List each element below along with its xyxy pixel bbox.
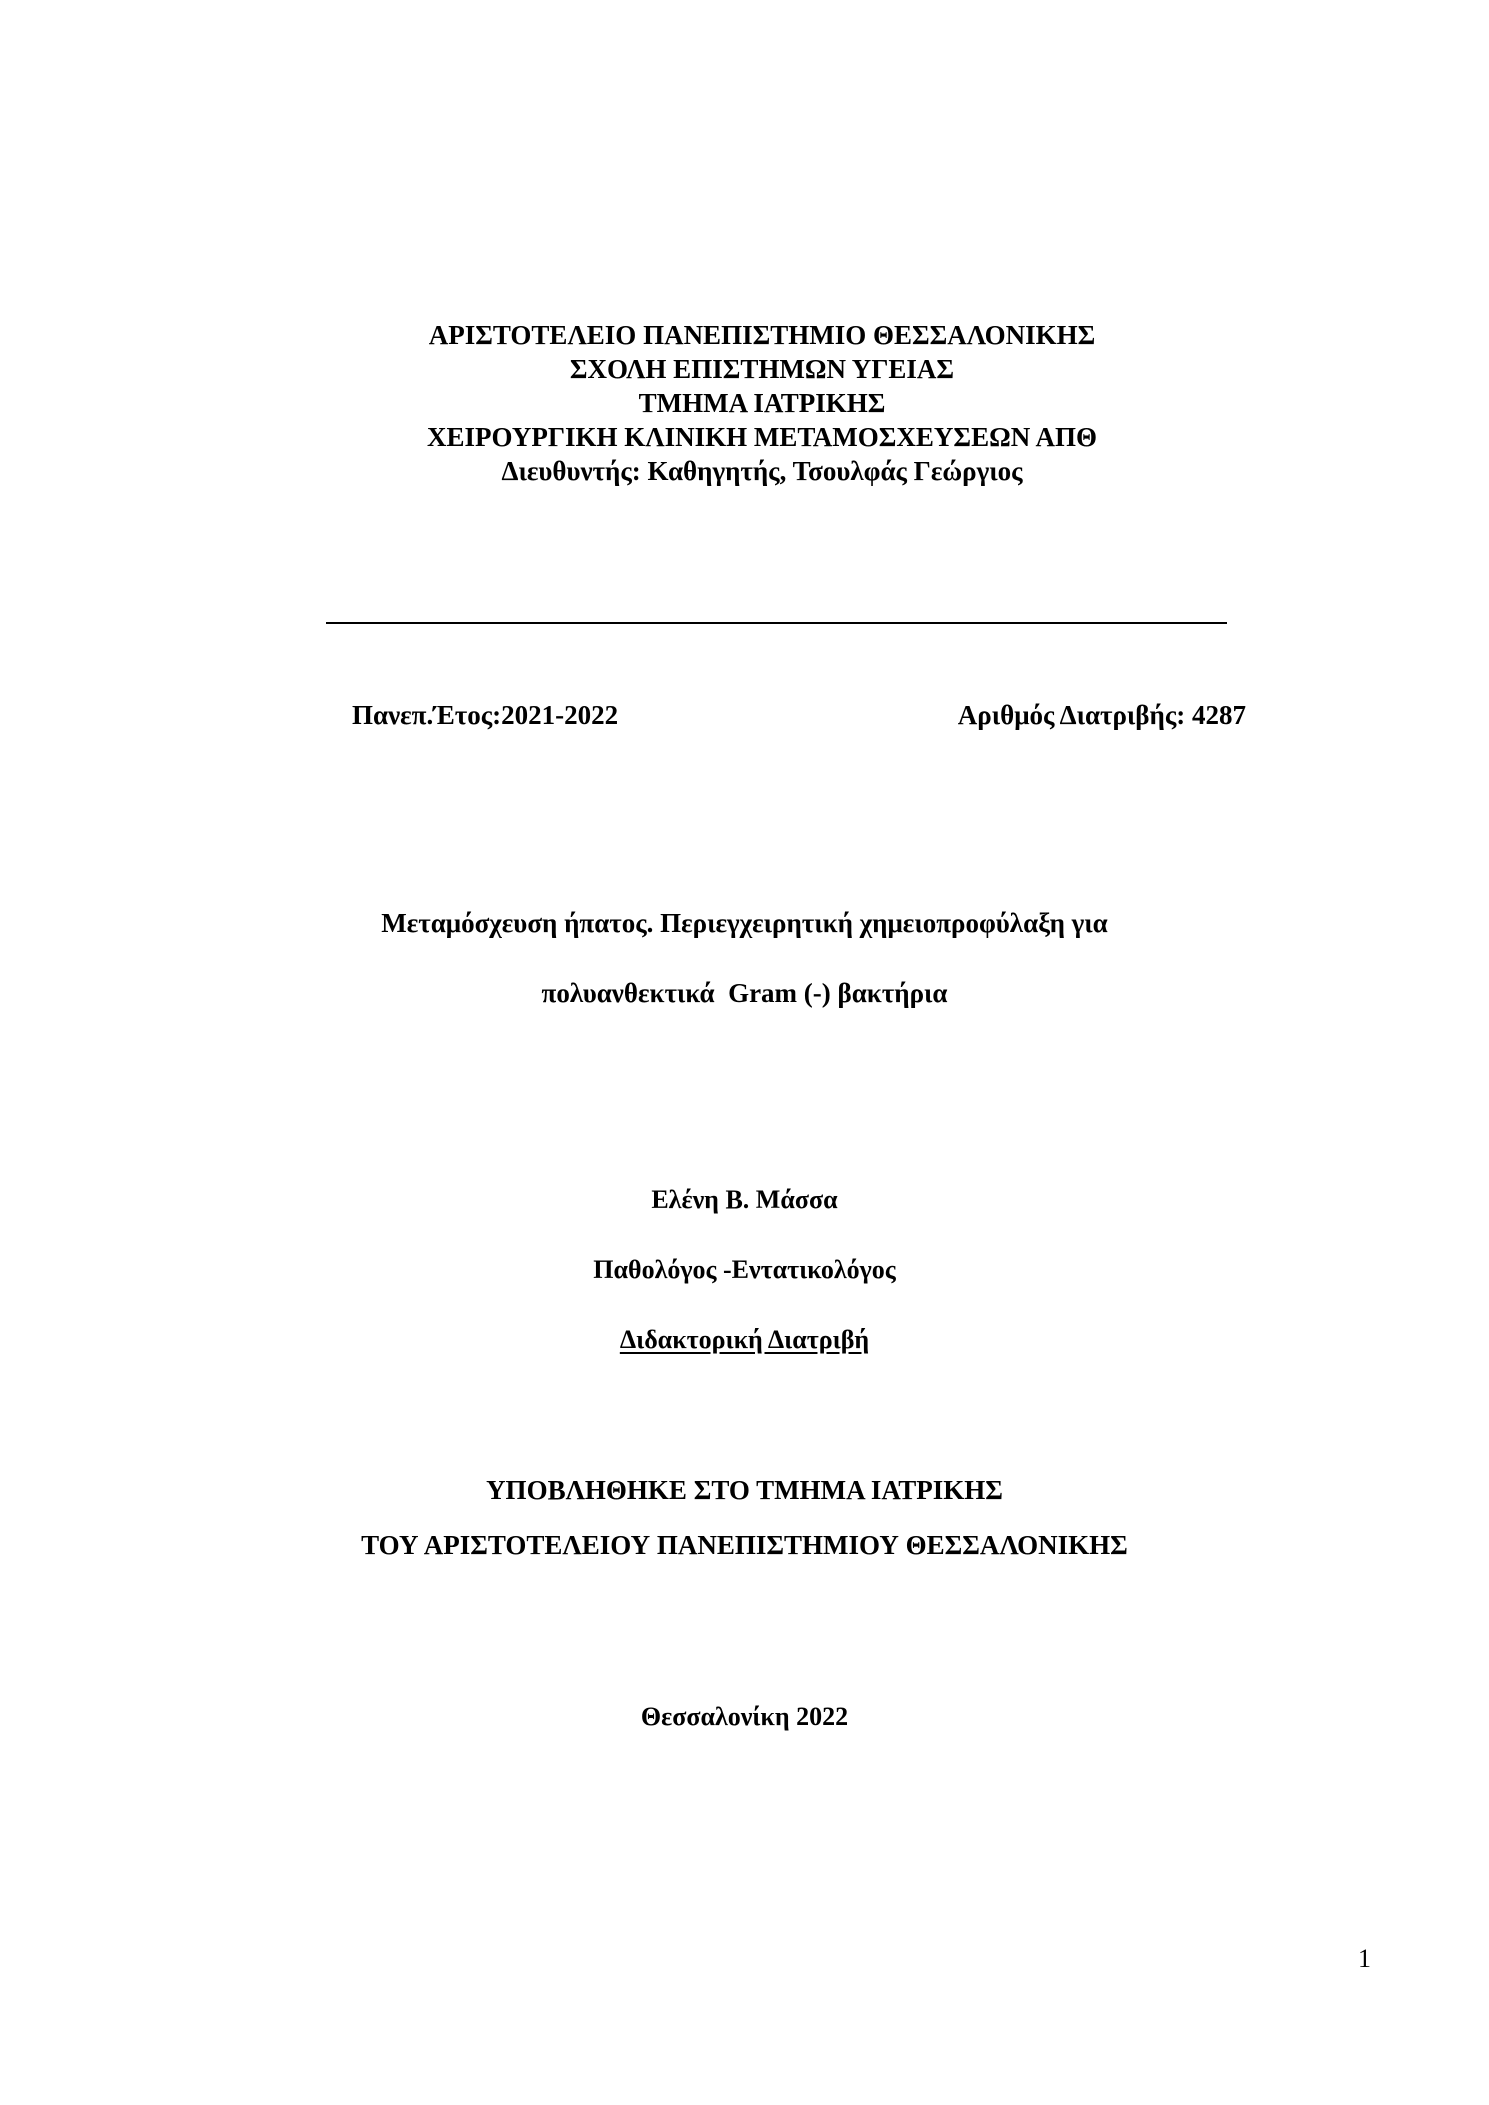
author-name: Ελένη Β. Μάσσα [651,1185,838,1214]
department-name: ΤΜΗΜΑ ΙΑΤΡΙΚΗΣ [638,388,886,418]
academic-year: Πανεπ.Έτος:2021-2022 [352,700,619,730]
institution-header [362,318,1162,488]
clinic-name: ΧΕΙΡΟΥΡΓΙΚΗ ΚΛΙΝΙΚΗ ΜΕΤΑΜΟΣΧΕΥΣΕΩΝ ΑΠΘ [427,422,1097,452]
document-type [0,1325,1489,1355]
document-type-label: Διδακτορική Διατριβή [619,1325,870,1354]
school-name: ΣΧΟΛΗ ΕΠΙΣΤΗΜΩΝ ΥΓΕΙΑΣ [569,354,955,384]
author-specialty: Παθολόγος -Εντατικολόγος [593,1255,896,1284]
page-number: 1 [1358,1944,1371,1973]
thesis-number: Αριθμός Διατριβής: 4287 [957,700,1246,730]
thesis-title-line-1: Μεταμόσχευση ήπατος. Περιεγχειρητική χημειοπροφύλαξη για [381,908,1108,938]
director-line: Διευθυντής: Καθηγητής, Τσουλφάς Γεώργιος [501,456,1023,486]
submission-line-2: ΤΟΥ ΑΡΙΣΤΟΤΕΛΕΙΟΥ ΠΑΝΕΠΙΣΤΗΜΙΟΥ ΘΕΣΣΑΛΟΝΙΚΗΣ [361,1530,1128,1560]
university-name: ΑΡΙΣΤΟΤΕΛΕΙΟ ΠΑΝΕΠΙΣΤΗΜΙΟ ΘΕΣΣΑΛΟΝΙΚΗΣ [428,320,1096,350]
horizontal-divider [326,622,1227,624]
place-date: Θεσσαλονίκη 2022 [640,1702,849,1731]
thesis-title-line-2: πολυανθεκτικά Gram (-) βακτήρια [541,978,948,1008]
submission-line-1: ΥΠΟΒΛΗΘΗΚΕ ΣΤΟ ΤΜΗΜΑ ΙΑΤΡΙΚΗΣ [486,1475,1003,1505]
